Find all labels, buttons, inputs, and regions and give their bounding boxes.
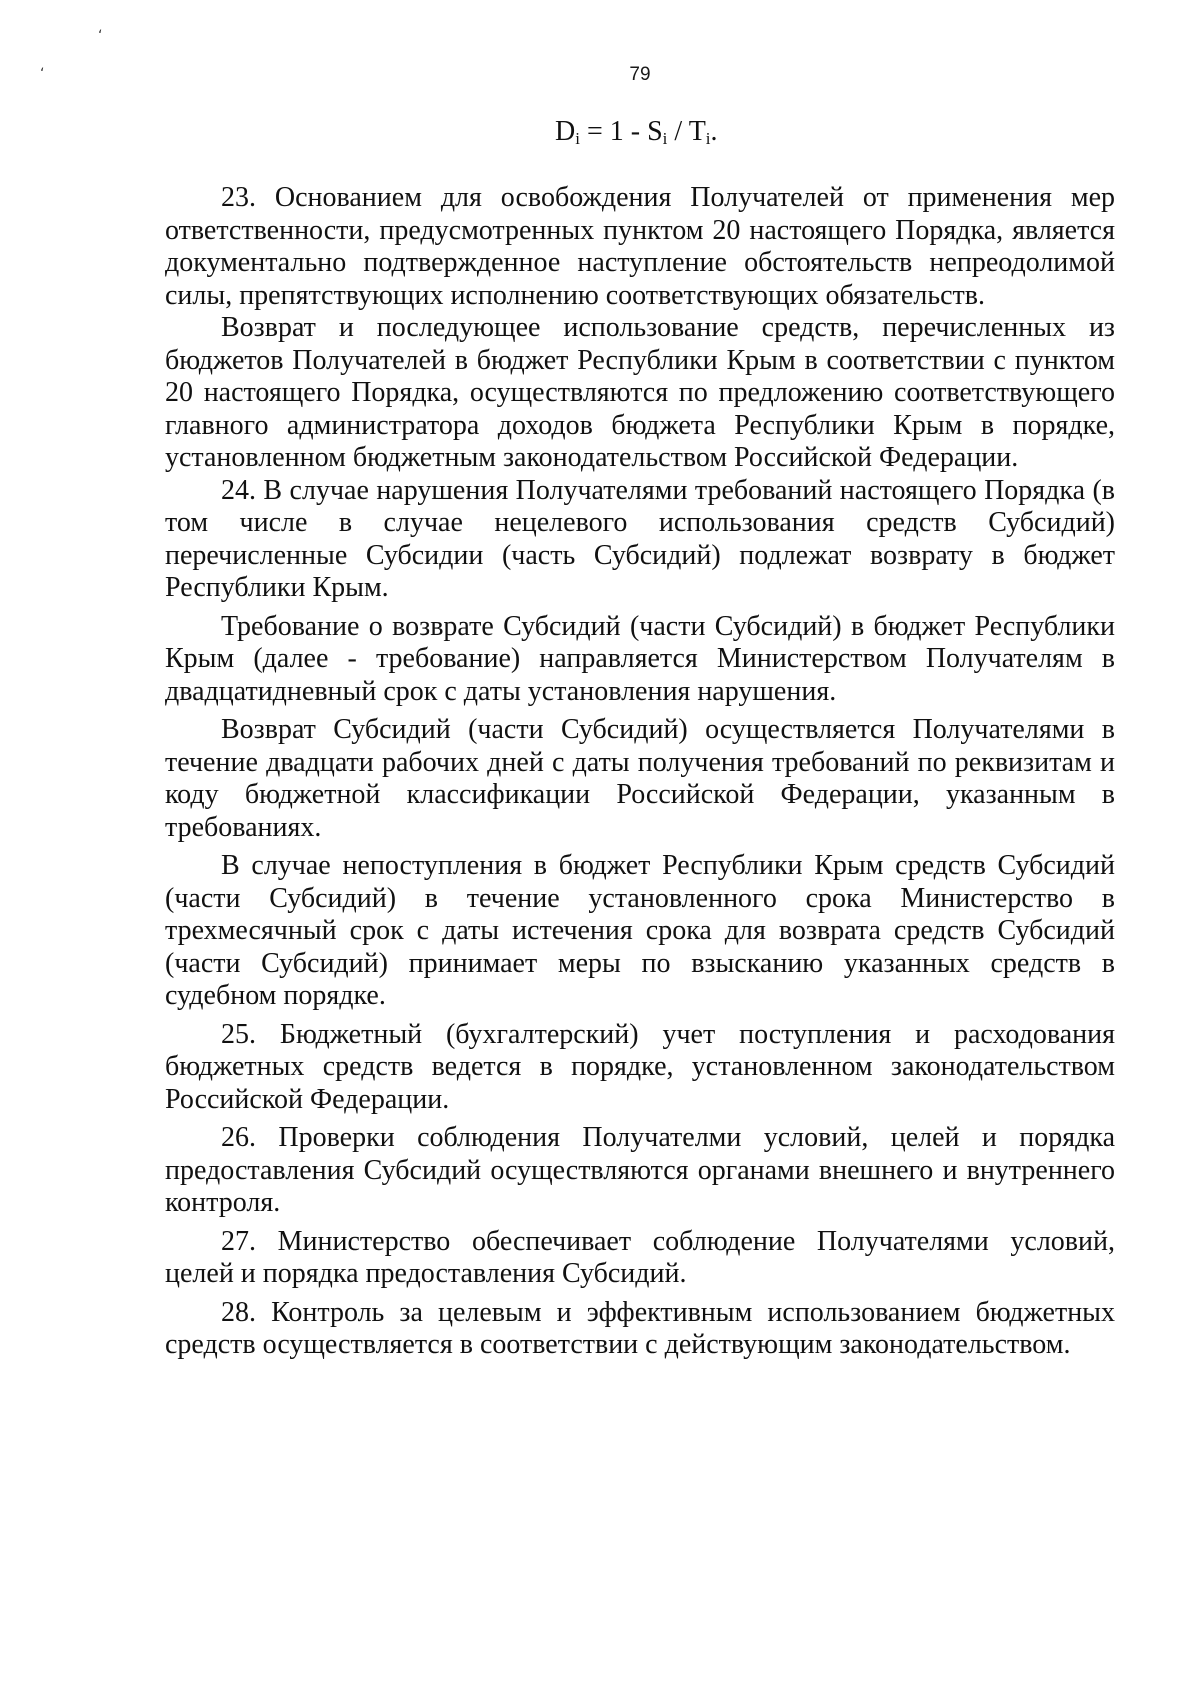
formula-t-index: i — [705, 129, 711, 148]
paragraph-24-return: Возврат Субсидий (части Субсидий) осуществляется Получателями в течение двадцати рабочих дней с даты получения требований по реквизитам и коду бюджетной классификации Российской Федерации, указанным в требованиях. — [165, 714, 1115, 843]
page-number: 79 — [629, 64, 651, 85]
formula-s-index: i — [662, 129, 668, 148]
body-text — [165, 182, 1115, 1362]
paragraph-24-recovery: В случае непоступления в бюджет Республики Крым средств Субсидий (части Субсидий) в течение установленного срока Министерство в трехмесячный срок с даты истечения срока для возврата средств Субсидий (части Субсидий) принимает меры по взысканию указанных средств в судебном порядке. — [165, 850, 1115, 1011]
paragraph-24-demand: Требование о возврате Субсидий (части Субсидий) в бюджет Республики Крым (далее - требование) направляется Министерством Получателям в двадцатидневный срок с даты установления нарушения. — [165, 610, 1115, 707]
scan-speck-mark: ‘ — [40, 66, 45, 82]
paragraph-24: 24. В случае нарушения Получателями требований настоящего Порядка (в том числе в случае нецелевого использования средств Субсидий) перечисленные Субсидии (часть Субсидий) подлежат возврату в бюджет Республики Крым. — [165, 474, 1115, 603]
formula-d: D — [555, 116, 576, 147]
paragraph-28: 28. Контроль за целевым и эффективным использованием бюджетных средств осуществляется в соответствии с действующим законодательством. — [165, 1296, 1115, 1360]
formula — [555, 116, 718, 149]
paragraph-23-return: Возврат и последующее использование средств, перечисленных из бюджетов Получателей в бюджет Республики Крым в соответствии с пунктом 20 настоящего Порядка, осуществляются по предложению соответствующего главного администратора доходов бюджета Республики Крым в порядке, установленном бюджетным законодательством Российской Федерации. — [165, 312, 1115, 473]
formula-t: T — [688, 116, 706, 147]
paragraph-23: 23. Основанием для освобождения Получателей от применения мер ответственности, предусмотренных пунктом 20 настоящего Порядка, является документально подтвержденное наступление обстоятельств непреодолимой силы, препятствующих исполнению соответствующих обязательств. — [165, 182, 1115, 311]
formula-end: . — [710, 116, 718, 147]
scan-speck-mark: ‘ — [98, 28, 103, 44]
paragraph-26: 26. Проверки соблюдения Получателми условий, целей и порядка предоставления Субсидий осуществляются органами внешнего и внутреннего контроля. — [165, 1122, 1115, 1218]
paragraph-25: 25. Бюджетный (бухгалтерский) учет поступления и расходования бюджетных средств ведется в порядке, установленном законодательством Российской Федерации. — [165, 1018, 1115, 1115]
formula-d-index: i — [575, 129, 580, 148]
formula-divider: / — [667, 116, 689, 147]
formula-s: S — [647, 116, 663, 147]
formula-equals-one-minus: = 1 - — [579, 116, 648, 147]
paragraph-27: 27. Министерство обеспечивает соблюдение Получателями условий, целей и порядка предоставления Субсидий. — [165, 1225, 1115, 1289]
